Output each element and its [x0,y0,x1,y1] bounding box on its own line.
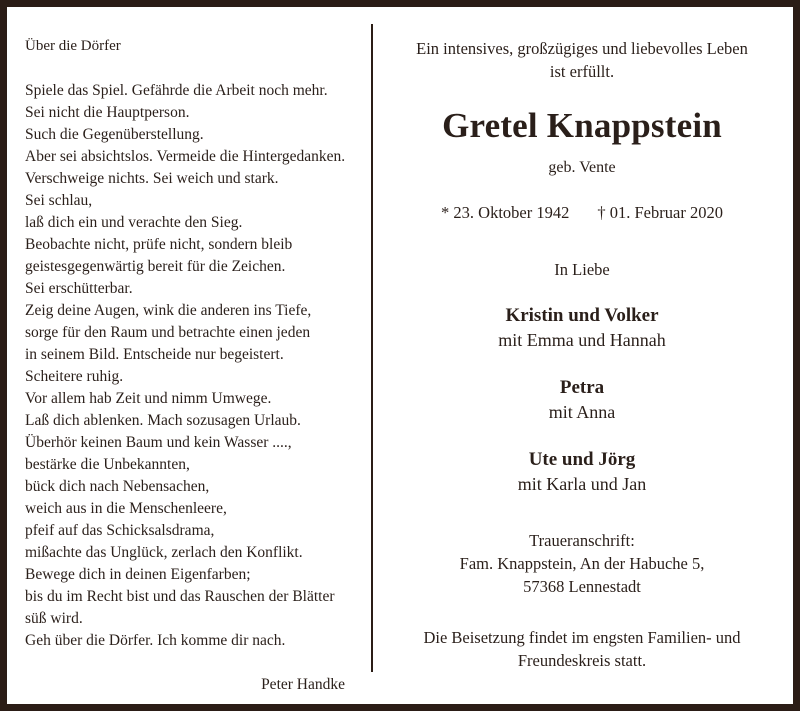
poem-line: bestärke die Unbekannten, [25,456,190,473]
poem-line: Geh über die Dörfer. Ich komme dir nach. [25,632,286,649]
survivor-group [393,375,771,425]
poem-line: Überhör keinen Baum und kein Wasser ...., [25,434,292,451]
intro-text [393,37,771,83]
poem-body [25,80,353,652]
funeral-line: Die Beisetzung findet im engsten Familien- und [423,628,741,647]
poem-line: bis du im Recht bist und das Rauschen der Blätter [25,588,335,605]
poem-line: Beobachte nicht, prüfe nicht, sondern bleib [25,236,293,253]
poem-line: Spiele das Spiel. Gefährde die Arbeit noch mehr. [25,82,328,99]
poem-line: Aber sei absichtslos. Vermeide die Hintergedanken. [25,148,346,165]
poem-line: Scheitere ruhig. [25,368,124,385]
poem-line: Vor allem hab Zeit und nimm Umwege. [25,390,272,407]
poem-line: Laß dich ablenken. Mach sozusagen Urlaub. [25,412,301,429]
survivor-names: Ute und Jörg [528,449,636,470]
survivor-group [393,447,771,497]
poem-line: Zeig deine Augen, wink die anderen ins Tiefe, [25,302,312,319]
address-line: 57368 Lennestadt [523,577,641,596]
survivor-with: mit Emma und Hannah [498,330,666,350]
poem-line: weich aus in die Menschenleere, [25,500,227,517]
address-label: Traueranschrift: [529,531,635,550]
poem-line: mißachte das Unglück, zerlach den Konflikt. [25,544,303,561]
survivor-with: mit Karla und Jan [517,474,647,494]
birth-date: * 23. Oktober 1942 [441,203,570,222]
mourning-address [393,529,771,598]
poem-line: Verschweige nichts. Sei weich und stark. [25,170,279,187]
poem-line: Sei schlau, [25,192,93,209]
poem-line: in seinem Bild. Entscheide nur begeistert. [25,346,284,363]
poem-line: pfeif auf das Schicksalsdrama, [25,522,215,539]
poem-line: bück dich nach Nebensachen, [25,478,210,495]
survivor-with: mit Anna [548,402,616,422]
funeral-line: Freundeskreis statt. [517,651,647,670]
survivor-names: Kristin und Volker [505,305,659,326]
deceased-name: Gretel Knappstein [442,106,722,145]
poem-line: geistesgegenwärtig bereit für die Zeichen. [25,258,286,275]
in-love-label: In Liebe [554,260,610,279]
poem-column [7,7,371,704]
poem-line: Sei nicht die Hauptperson. [25,104,190,121]
poem-author: Peter Handke [261,676,345,693]
card-inner [7,7,793,704]
life-dates [393,201,771,224]
poem-line: süß wird. [25,610,83,627]
notice-column [371,7,793,704]
poem-title: Über die Dörfer [25,38,121,54]
funeral-note [393,626,771,672]
intro-line: Ein intensives, großzügiges und liebevolles Leben [416,39,748,58]
survivor-group [393,303,771,353]
poem-line: laß dich ein und verachte den Sieg. [25,214,243,231]
poem-line: Such die Gegenüberstellung. [25,126,204,143]
death-date: † 01. Februar 2020 [597,203,723,222]
poem-line: sorge für den Raum und betrachte einen jeden [25,324,311,341]
poem-line: Sei erschütterbar. [25,280,133,297]
poem-line: Bewege dich in deinen Eigenfarben; [25,566,251,583]
address-line: Fam. Knappstein, An der Habuche 5, [459,554,705,573]
intro-line: ist erfüllt. [549,62,615,81]
column-divider [371,24,373,672]
survivor-names: Petra [559,377,605,398]
maiden-name: geb. Vente [548,159,616,176]
